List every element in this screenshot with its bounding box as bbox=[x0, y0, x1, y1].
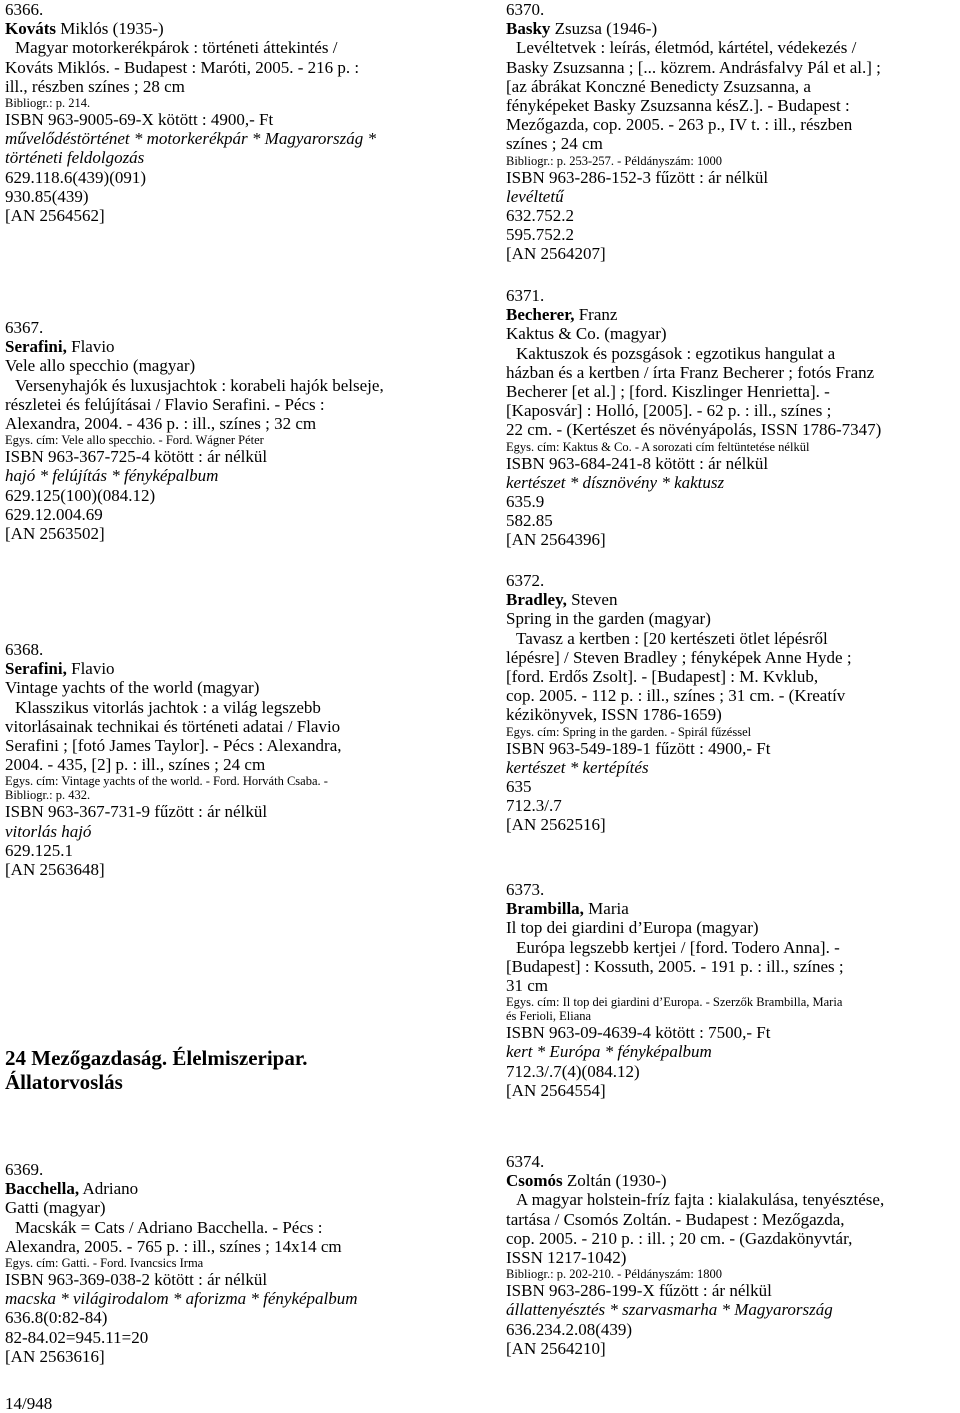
entry-description-line: Becherer [et al.] ; [ford. Kiszlinger Henrietta]. - bbox=[506, 382, 830, 402]
entry-isbn: ISBN 963-549-189-1 fűzött : 4900,- Ft bbox=[506, 738, 771, 758]
section-heading-line: 24 Mezőgazdaság. Élelmiszeripar. bbox=[5, 1046, 308, 1070]
entry-subject: levéltetű bbox=[506, 186, 564, 206]
entry-original-title: Spring in the garden (magyar) bbox=[506, 609, 711, 629]
entry-description-line: Levéltetvek : leírás, életmód, kártétel, védekezés / bbox=[516, 38, 857, 58]
entry-isbn: ISBN 963-9005-69-X kötött : 4900,- Ft bbox=[5, 110, 274, 130]
catalog-entry-6374 bbox=[506, 1152, 958, 1358]
catalog-entry-6370 bbox=[506, 0, 958, 264]
entry-note: Bibliogr.: p. 214. bbox=[5, 96, 91, 111]
entry-original-title: Il top dei giardini d’Europa (magyar) bbox=[506, 918, 759, 938]
entry-note: Egys. cím: Il top dei giardini d’Europa. - Szerzők Brambilla, Maria bbox=[506, 995, 843, 1010]
entry-isbn: ISBN 963-684-241-8 kötött : ár nélkül bbox=[506, 453, 769, 473]
entry-description-line: 22 cm. - (Kertészet és növényápolás, ISSN 1786-7347) bbox=[506, 420, 882, 440]
entry-accession: [AN 2563648] bbox=[5, 860, 105, 880]
entry-note: Bibliogr.: p. 432. bbox=[5, 788, 91, 803]
entry-code: 629.125.1 bbox=[5, 840, 73, 860]
entry-accession: [AN 2564396] bbox=[506, 530, 606, 550]
entry-note: Egys. cím: Spring in the garden. - Spirál fűzéssel bbox=[506, 724, 752, 739]
entry-code: 636.234.2.08(439) bbox=[506, 1319, 633, 1339]
entry-number: 6368. bbox=[5, 640, 44, 659]
entry-description-line: cop. 2005. - 210 p. : ill. ; 20 cm. - (Gazdakönyvtár, bbox=[506, 1228, 853, 1248]
entry-description-line: [az ábrákat Konczné Benedicty Zsuzsanna, a bbox=[506, 76, 811, 96]
entry-code: 636.8(0:82-84) bbox=[5, 1308, 108, 1328]
entry-author: Bacchella, Adriano bbox=[5, 1179, 139, 1199]
entry-description-line: Macskák = Cats / Adriano Bacchella. - Pécs : bbox=[15, 1217, 323, 1237]
entry-description-line: Európa legszebb kertjei / [ford. Todero Anna]. - bbox=[516, 937, 840, 957]
entry-author: Brambilla, Maria bbox=[506, 899, 629, 919]
entry-description-line: 31 cm bbox=[506, 976, 549, 996]
section-heading-line: Állatorvoslás bbox=[5, 1070, 123, 1094]
catalog-entry-6373 bbox=[506, 880, 958, 1100]
entry-accession: [AN 2562516] bbox=[506, 815, 606, 835]
entry-number: 6367. bbox=[5, 318, 44, 337]
entry-description-line: Mezőgazda, cop. 2005. - 263 p., IV t. : ill., részben bbox=[506, 115, 853, 135]
entry-code: 629.12.004.69 bbox=[5, 504, 103, 524]
entry-accession: [AN 2564207] bbox=[506, 244, 606, 264]
entry-description-line: ISSN 1217-1042) bbox=[506, 1248, 627, 1268]
entry-description-line: Versenyhajók és luxusjachtok : korabeli hajók belseje, bbox=[15, 375, 384, 395]
entry-original-title: Vintage yachts of the world (magyar) bbox=[5, 678, 260, 698]
entry-description-line: házban és a kertben / írta Franz Becherer ; fotós Franz bbox=[506, 362, 875, 382]
catalog-entry-6371 bbox=[506, 286, 958, 550]
entry-code: 632.752.2 bbox=[506, 206, 574, 226]
entry-number: 6366. bbox=[5, 0, 44, 19]
entry-author: Serafini, Flavio bbox=[5, 659, 115, 679]
entry-isbn: ISBN 963-367-725-4 kötött : ár nélkül bbox=[5, 447, 268, 467]
entry-subject: történeti feldolgozás bbox=[5, 148, 145, 168]
entry-description-line: lépésre] / Steven Bradley ; fényképek Anne Hyde ; bbox=[506, 647, 852, 667]
entry-author: Serafini, Flavio bbox=[5, 337, 115, 357]
entry-description-line: vitorlásainak technikai és történeti adatai / Flavio bbox=[5, 716, 341, 736]
entry-code: 595.752.2 bbox=[506, 225, 574, 245]
entry-number: 6373. bbox=[506, 880, 545, 899]
entry-number: 6369. bbox=[5, 1160, 44, 1179]
entry-description-line: A magyar holstein-fríz fajta : kialakulása, tenyésztése, bbox=[516, 1190, 885, 1210]
entry-note: Bibliogr.: p. 202-210. - Példányszám: 1800 bbox=[506, 1267, 722, 1282]
entry-description-line: Klasszikus vitorlás jachtok : a világ legszebb bbox=[15, 697, 321, 717]
entry-isbn: ISBN 963-286-199-X fűzött : ár nélkül bbox=[506, 1281, 772, 1301]
entry-description-line: Alexandra, 2004. - 436 p. : ill., színes ; 32 cm bbox=[5, 414, 317, 434]
entry-description-line: fényképeket Basky Zsuzsanna késZ.]. - Budapest : bbox=[506, 96, 850, 116]
entry-description-line: kézikönyvek, ISSN 1786-1659) bbox=[506, 705, 722, 725]
entry-accession: [AN 2563616] bbox=[5, 1346, 105, 1366]
entry-code: 629.118.6(439)(091) bbox=[5, 167, 147, 187]
entry-description-line: Serafini ; [fotó James Taylor]. - Pécs : Alexandra, bbox=[5, 736, 342, 756]
entry-accession: [AN 2564562] bbox=[5, 206, 105, 226]
entry-note: és Ferioli, Eliana bbox=[506, 1009, 592, 1024]
entry-isbn: ISBN 963-286-152-3 fűzött : ár nélkül bbox=[506, 167, 769, 187]
entry-description-line: Tavasz a kertben : [20 kertészeti ötlet lépésről bbox=[516, 628, 828, 648]
catalog-entry-6369 bbox=[5, 1160, 483, 1366]
entry-description-line: tartása / Csomós Zoltán. - Budapest : Mezőgazda, bbox=[506, 1209, 845, 1229]
entry-description-line: cop. 2005. - 112 p. : ill., színes ; 31 cm. - (Kreatív bbox=[506, 686, 846, 706]
entry-code: 582.85 bbox=[506, 511, 553, 531]
entry-subject: vitorlás hajó bbox=[5, 821, 92, 841]
entry-code: 635.9 bbox=[506, 492, 545, 512]
entry-code: 712.3/.7(4)(084.12) bbox=[506, 1061, 640, 1081]
entry-description-line: Magyar motorkerékpárok : történeti áttekintés / bbox=[15, 38, 338, 58]
page-number: 14/948 bbox=[5, 1394, 53, 1413]
entry-description-line: Alexandra, 2005. - 765 p. : ill., színes ; 14x14 cm bbox=[5, 1236, 342, 1256]
entry-description-line: 2004. - 435, [2] p. : ill., színes ; 24 cm bbox=[5, 755, 266, 775]
entry-note: Egys. cím: Gatti. - Ford. Ivancsics Irma bbox=[5, 1256, 204, 1271]
entry-note: Egys. cím: Kaktus & Co. - A sorozati cím feltüntetése nélkül bbox=[506, 439, 810, 454]
entry-subject: hajó * felújítás * fényképalbum bbox=[5, 466, 219, 486]
entry-accession: [AN 2563502] bbox=[5, 524, 105, 544]
entry-subject: művelődéstörténet * motorkerékpár * Magyarország * bbox=[5, 129, 376, 149]
entry-code: 82-84.02=945.11=20 bbox=[5, 1327, 149, 1347]
catalog-entry-6366 bbox=[5, 0, 483, 225]
entry-code: 930.85(439) bbox=[5, 186, 89, 206]
entry-subject: állattenyésztés * szarvasmarha * Magyarország bbox=[506, 1300, 833, 1320]
entry-author: Kováts Miklós (1935-) bbox=[5, 19, 164, 39]
entry-isbn: ISBN 963-09-4639-4 kötött : 7500,- Ft bbox=[506, 1023, 771, 1043]
entry-code: 635 bbox=[506, 777, 532, 797]
entry-description-line: Kováts Miklós. - Budapest : Maróti, 2005. - 216 p. : bbox=[5, 57, 360, 77]
entry-description-line: ill., részben színes ; 28 cm bbox=[5, 76, 185, 96]
entry-code: 629.125(100)(084.12) bbox=[5, 485, 156, 505]
entry-author: Basky Zsuzsa (1946-) bbox=[506, 19, 658, 39]
section-heading bbox=[5, 1046, 308, 1094]
entry-subject: kertészet * dísznövény * kaktusz bbox=[506, 472, 725, 492]
entry-note: Egys. cím: Vintage yachts of the world. - Ford. Horváth Csaba. - bbox=[5, 774, 328, 789]
entry-description-line: [ford. Erdős Zsolt]. - [Budapest] : M. Kvklub, bbox=[506, 667, 819, 687]
catalog-entry-6372 bbox=[506, 571, 958, 835]
entry-author: Csomós Zoltán (1930-) bbox=[506, 1171, 667, 1191]
entry-isbn: ISBN 963-369-038-2 kötött : ár nélkül bbox=[5, 1270, 268, 1290]
entry-description-line: [Kaposvár] : Holló, [2005]. - 62 p. : ill., színes ; bbox=[506, 401, 832, 421]
catalog-entry-6367 bbox=[5, 318, 483, 543]
entry-description-line: részletei és felújításai / Flavio Serafini. - Pécs : bbox=[5, 394, 325, 414]
entry-subject: macska * világirodalom * aforizma * fényképalbum bbox=[5, 1289, 358, 1309]
entry-note: Egys. cím: Vele allo specchio. - Ford. Wágner Péter bbox=[5, 433, 264, 448]
entry-subject: kert * Európa * fényképalbum bbox=[506, 1042, 712, 1062]
entry-subject: kertészet * kertépítés bbox=[506, 757, 649, 777]
entry-note: Bibliogr.: p. 253-257. - Példányszám: 1000 bbox=[506, 153, 722, 168]
entry-accession: [AN 2564554] bbox=[506, 1080, 606, 1100]
entry-original-title: Kaktus & Co. (magyar) bbox=[506, 324, 667, 344]
entry-number: 6370. bbox=[506, 0, 545, 19]
entry-original-title: Vele allo specchio (magyar) bbox=[5, 356, 196, 376]
entry-description-line: Basky Zsuzsanna ; [... közrem. Andrásfalvy Pál et al.] ; bbox=[506, 57, 881, 77]
entry-number: 6371. bbox=[506, 286, 545, 305]
entry-author: Bradley, Steven bbox=[506, 590, 618, 610]
entry-original-title: Gatti (magyar) bbox=[5, 1198, 106, 1218]
entry-number: 6372. bbox=[506, 571, 545, 590]
catalog-entry-6368 bbox=[5, 640, 483, 879]
entry-description-line: Kaktuszok és pozsgások : egzotikus hangulat a bbox=[516, 343, 836, 363]
entry-author: Becherer, Franz bbox=[506, 305, 618, 325]
entry-isbn: ISBN 963-367-731-9 fűzött : ár nélkül bbox=[5, 802, 268, 822]
entry-description-line: [Budapest] : Kossuth, 2005. - 191 p. : ill., színes ; bbox=[506, 956, 844, 976]
entry-accession: [AN 2564210] bbox=[506, 1338, 606, 1358]
entry-code: 712.3/.7 bbox=[506, 796, 562, 816]
entry-number: 6374. bbox=[506, 1152, 545, 1171]
entry-description-line: színes ; 24 cm bbox=[506, 134, 603, 154]
